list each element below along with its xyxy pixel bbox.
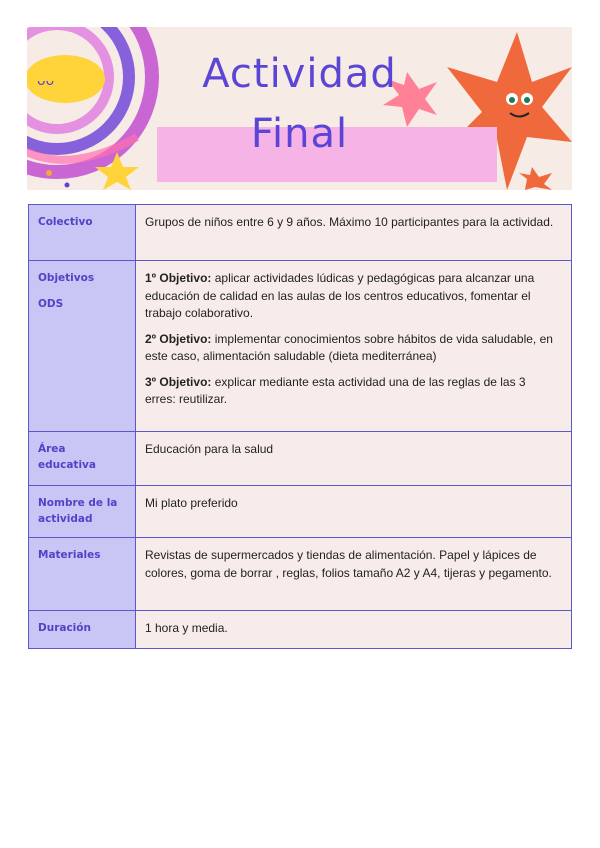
row-label: Nombre de la actividad bbox=[29, 486, 136, 538]
dot-decoration bbox=[65, 183, 70, 188]
table-row bbox=[29, 261, 572, 432]
objective-item bbox=[145, 374, 559, 409]
tiny-star-icon bbox=[519, 167, 552, 190]
table-row bbox=[29, 538, 572, 611]
objective-text: aplicar actividades lúdicas y pedagógicas para alcanzar una educación de calidad en las aulas de los centros educativos, fomentar el trabajo colaborativo. bbox=[145, 271, 535, 320]
row-value bbox=[136, 261, 572, 432]
objective-text: implementar conocimientos sobre hábitos de vida saludable, en este caso, alimentación saludable (dieta mediterránea) bbox=[145, 331, 553, 363]
row-label bbox=[29, 261, 136, 432]
objective-text: explicar mediante esta actividad una de las reglas de las 3 erres: reutilizar. bbox=[145, 374, 526, 406]
objective-lead: 1º Objetivo: bbox=[145, 271, 212, 285]
row-value: Revistas de supermercados y tiendas de alimentación. Papel y lápices de colores, goma de borrar , reglas, folios tamaño A2 y A4, tijeras y pegamento. bbox=[136, 538, 572, 611]
objective-lead: 3º Objetivo: bbox=[145, 374, 212, 389]
table-row bbox=[29, 486, 572, 538]
header-banner bbox=[27, 27, 572, 190]
row-label: Área educativa bbox=[29, 432, 136, 486]
row-value: Mi plato preferido bbox=[136, 486, 572, 538]
pupil-icon bbox=[509, 97, 515, 103]
title-line-2: Final bbox=[250, 111, 349, 157]
pupil-icon bbox=[524, 97, 530, 103]
row-value: 1 hora y media. bbox=[136, 611, 572, 649]
table-row bbox=[29, 205, 572, 261]
label-objetivos: Objetivos bbox=[38, 272, 95, 284]
title-line-1: Actividad bbox=[202, 51, 397, 97]
label-ods: ODS bbox=[38, 298, 64, 310]
objective-lead: 2º Objetivo: bbox=[145, 331, 212, 346]
objective-item bbox=[145, 331, 559, 366]
activity-table bbox=[28, 204, 572, 649]
row-label: Materiales bbox=[29, 538, 136, 611]
table-row bbox=[29, 432, 572, 486]
dot-decoration bbox=[46, 170, 52, 176]
blob-scribble: ᴗᴗ bbox=[37, 73, 55, 89]
row-label: Colectivo bbox=[29, 205, 136, 261]
row-value: Educación para la salud bbox=[136, 432, 572, 486]
row-value: Grupos de niños entre 6 y 9 años. Máximo 10 participantes para la actividad. bbox=[136, 205, 572, 261]
table-row bbox=[29, 611, 572, 649]
row-label: Duración bbox=[29, 611, 136, 649]
objective-item bbox=[145, 270, 559, 323]
